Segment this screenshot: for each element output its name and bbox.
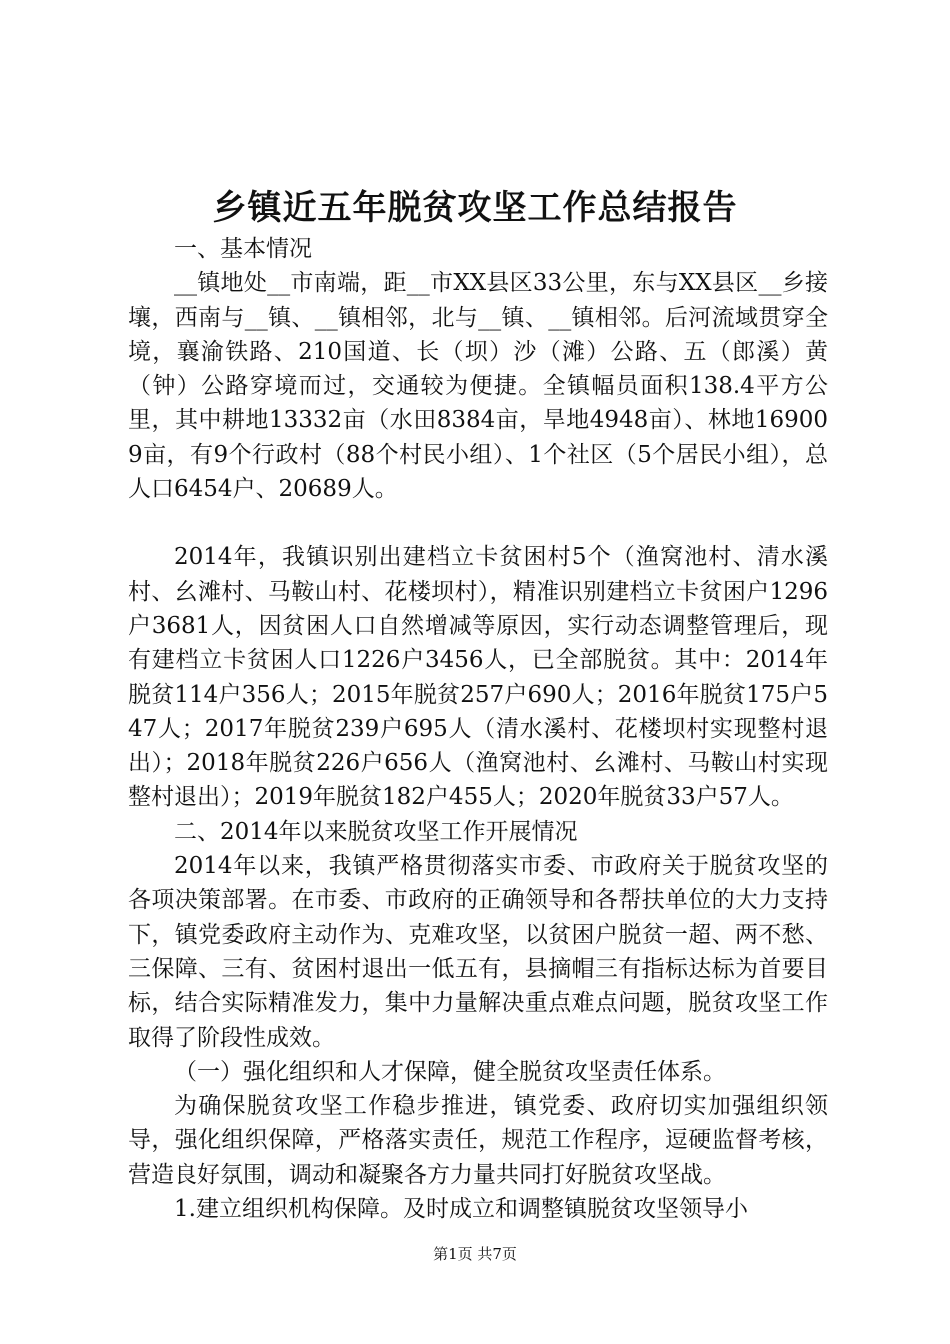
paragraph-spacer xyxy=(128,506,828,540)
section-heading-work-progress: 二、2014年以来脱贫攻坚工作开展情况 xyxy=(174,818,578,845)
paragraph-organization: 为确保脱贫攻坚工作稳步推进，镇党委、政府切实加强组织领导，强化组织保障，严格落实责任，规范工作程序，逗硬监督考核，营造良好氛围，调动和凝聚各方力量共同打好脱贫攻坚战。 xyxy=(128,1093,828,1188)
paragraph-work-overview: 2014年以来，我镇严格贯彻落实市委、市政府关于脱贫攻坚的各项决策部署。在市委、市政府的正确领导和各帮扶单位的大力支持下，镇党委政府主动作为、克难攻坚，以贫困户脱贫一超、两不愁、三保障、三有、贫困村退出一低五有，县摘帽三有指标达标为首要目标，结合实际精准发力，集中力量解决重点难点问题，脱贫攻坚工作取得了阶段性成效。 xyxy=(128,853,828,1051)
section-heading-basic-info: 一、基本情况 xyxy=(174,236,312,262)
document-body xyxy=(128,232,828,1226)
subsection-heading-organization: （一）强化组织和人才保障，健全脱贫攻坚责任体系。 xyxy=(174,1058,726,1085)
paragraph-location: __镇地处__市南端，距__市XX县区33公里，东与XX县区__乡接壤，西南与__镇、__镇相邻，北与__镇、__镇相邻。后河流域贯穿全境，襄渝铁路、210国道、长（坝）沙（滩）公路、五（郎溪）黄（钟）公路穿境而过，交通较为便捷。全镇幅员面积138.4平方公里，其中耕地13332亩（水田8384亩，旱地4948亩）、林地169009亩，有9个行政村（88个村民小组）、1个社区（5个居民小组），总人口6454户、20689人。 xyxy=(128,270,828,503)
paragraph-item-1: 1.建立组织机构保障。及时成立和调整镇脱贫攻坚领导小 xyxy=(174,1196,748,1223)
page-footer: 第1页 共7页 xyxy=(433,1245,517,1263)
document-title: 乡镇近五年脱贫攻坚工作总结报告 xyxy=(212,188,738,228)
paragraph-poverty-stats: 2014年，我镇识别出建档立卡贫困村5个（渔窝池村、清水溪村、幺滩村、马鞍山村、花楼坝村），精准识别建档立卡贫困户1296户3681人，因贫困人口自然增减等原因，实行动态调整管理后，现有建档立卡贫困人口1226户3456人，已全部脱贫。其中：2014年脱贫114户356人；2015年脱贫257户690人；2016年脱贫175户547人；2017年脱贫239户695人（清水溪村、花楼坝村实现整村退出）；2018年脱贫226户656人（渔窝池村、幺滩村、马鞍山村实现整村退出）；2019年脱贫182户455人；2020年脱贫33户57人。 xyxy=(128,544,828,811)
